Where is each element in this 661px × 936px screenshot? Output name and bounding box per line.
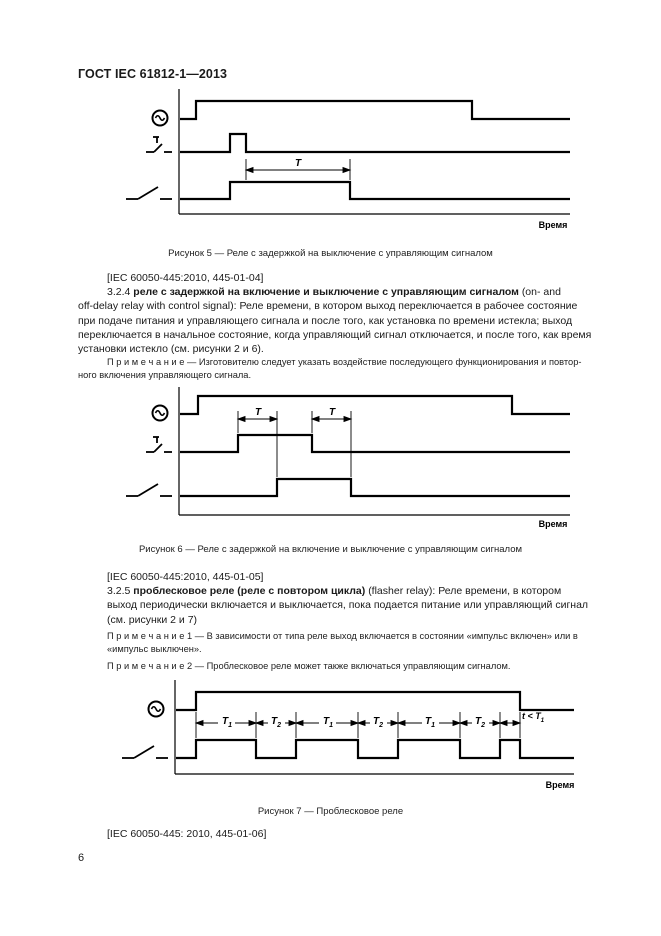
term-3-2-5: проблесковое реле (реле с повтором цикла) [133,585,366,597]
line-2: off-delay relay with control signal): Реле времени, в котором выход переключается в рабочее состояние [78,300,578,313]
fig5-t-label: T [294,158,302,169]
ref-3-2-4: [IEC 60050-445:2010, 445-01-04] [107,272,264,284]
line-4: переключается в начальное состояние, когда управляющий сигнал отключается, и после того, как время [78,328,592,341]
fig7-output-contact-icon [122,746,168,758]
fig6-t-dimension-1 [238,411,277,477]
fig6-supply-icon [153,406,168,421]
figure-6-caption: Рисунок 6 — Реле с задержкой на включение и выключение с управляющим сигналом [138,544,523,555]
figure-7-timing-diagram [118,678,580,796]
fig5-control-switch-icon [146,137,172,152]
fig6-output-contact-icon [126,484,172,496]
note-3-2-4-cont: ного включения управляющего сигнала. [78,370,252,380]
en-term-part1: (on- and [521,286,561,298]
ref-3-2-5: [IEC 60050-445:2010, 445-01-05] [107,571,264,583]
note-1-3-2-5: П р и м е ч а н и е 1 — В зависимости от типа реле выход включается в состоянии «импульс включен» или в [107,631,578,641]
fig6-t-label-1: T [254,407,262,418]
ref-3-2-6: [IEC 60050-445: 2010, 445-01-06] [107,828,267,840]
note-1-3-2-5-cont: «импульс выключен». [107,644,202,654]
fig6-supply-signal [180,396,570,414]
fig5-axis-label: Время [538,220,568,230]
fig7-label-t1-a: $T_1$ [222,716,233,729]
figure-5-timing-diagram [120,85,590,235]
fig5-output-contact-icon [126,187,172,199]
fig7-dimensions [196,712,520,738]
fig5-output-signal [180,182,570,199]
fig7-label-t1-c: $T_1$ [425,716,436,729]
line-5: установки истекло (см. рисунки 2 и 6). [78,343,264,356]
fig6-control-switch-icon [146,437,172,452]
fig5-supply-signal [180,101,570,119]
fig6-axis-label: Время [538,519,568,529]
line-3: при подаче питания и управляющего сигнала и после того, как установка по времени истекла; выход [78,314,573,327]
document-header: ГОСТ IEC 61812-1—2013 [78,67,228,81]
fig7-label-t1-b: $T_1$ [323,716,334,729]
fig7-label-t-less-t1: $t < T_1$ [522,711,545,724]
fig7-label-t2-c: $T_2$ [475,716,486,729]
fig6-t-label-2: T [328,407,336,418]
fig6-output-signal [180,479,570,496]
fig7-axis-label: Время [545,780,575,790]
figure-5-caption: Рисунок 5 — Реле с задержкой на выключение с управляющим сигналом [168,248,493,259]
term-3-2-4: реле с задержкой на включение и выключение с управляющим сигналом [133,286,519,298]
fig5-control-signal [180,134,570,152]
figure-6-timing-diagram [120,385,590,533]
fig7-supply-signal [176,692,574,710]
fig6-control-signal [180,435,570,452]
fig5-supply-icon [153,111,168,126]
paragraph-3-2-5: 3.2.5 проблесковое реле (реле с повтором цикла) (flasher relay): Реле времени, в котором выход периодически включается и выключается, пока подается питание или управляющий сигнал (см. рисунки 2 и 7) [107,585,589,626]
page-number: 6 [78,852,85,864]
figure-7-caption: Рисунок 7 — Проблесковое реле [257,806,404,817]
clause-number: 3.2.4 [107,286,131,298]
note-2-3-2-5: П р и м е ч а н и е 2 — Проблесковое реле может также включаться управляющим сигналом. [107,661,511,671]
fig7-output-signal [176,740,574,758]
fig7-supply-icon [149,702,164,717]
paragraph-3-2-4 [78,285,614,356]
fig7-label-t2-b: $T_2$ [373,716,384,729]
fig6-t-dimension-2 [312,411,351,477]
fig7-label-t2-a: $T_2$ [271,716,282,729]
note-3-2-4: П р и м е ч а н и е — Изготовителю следует указать воздействие последующего функционирования и повтор- [107,357,582,367]
